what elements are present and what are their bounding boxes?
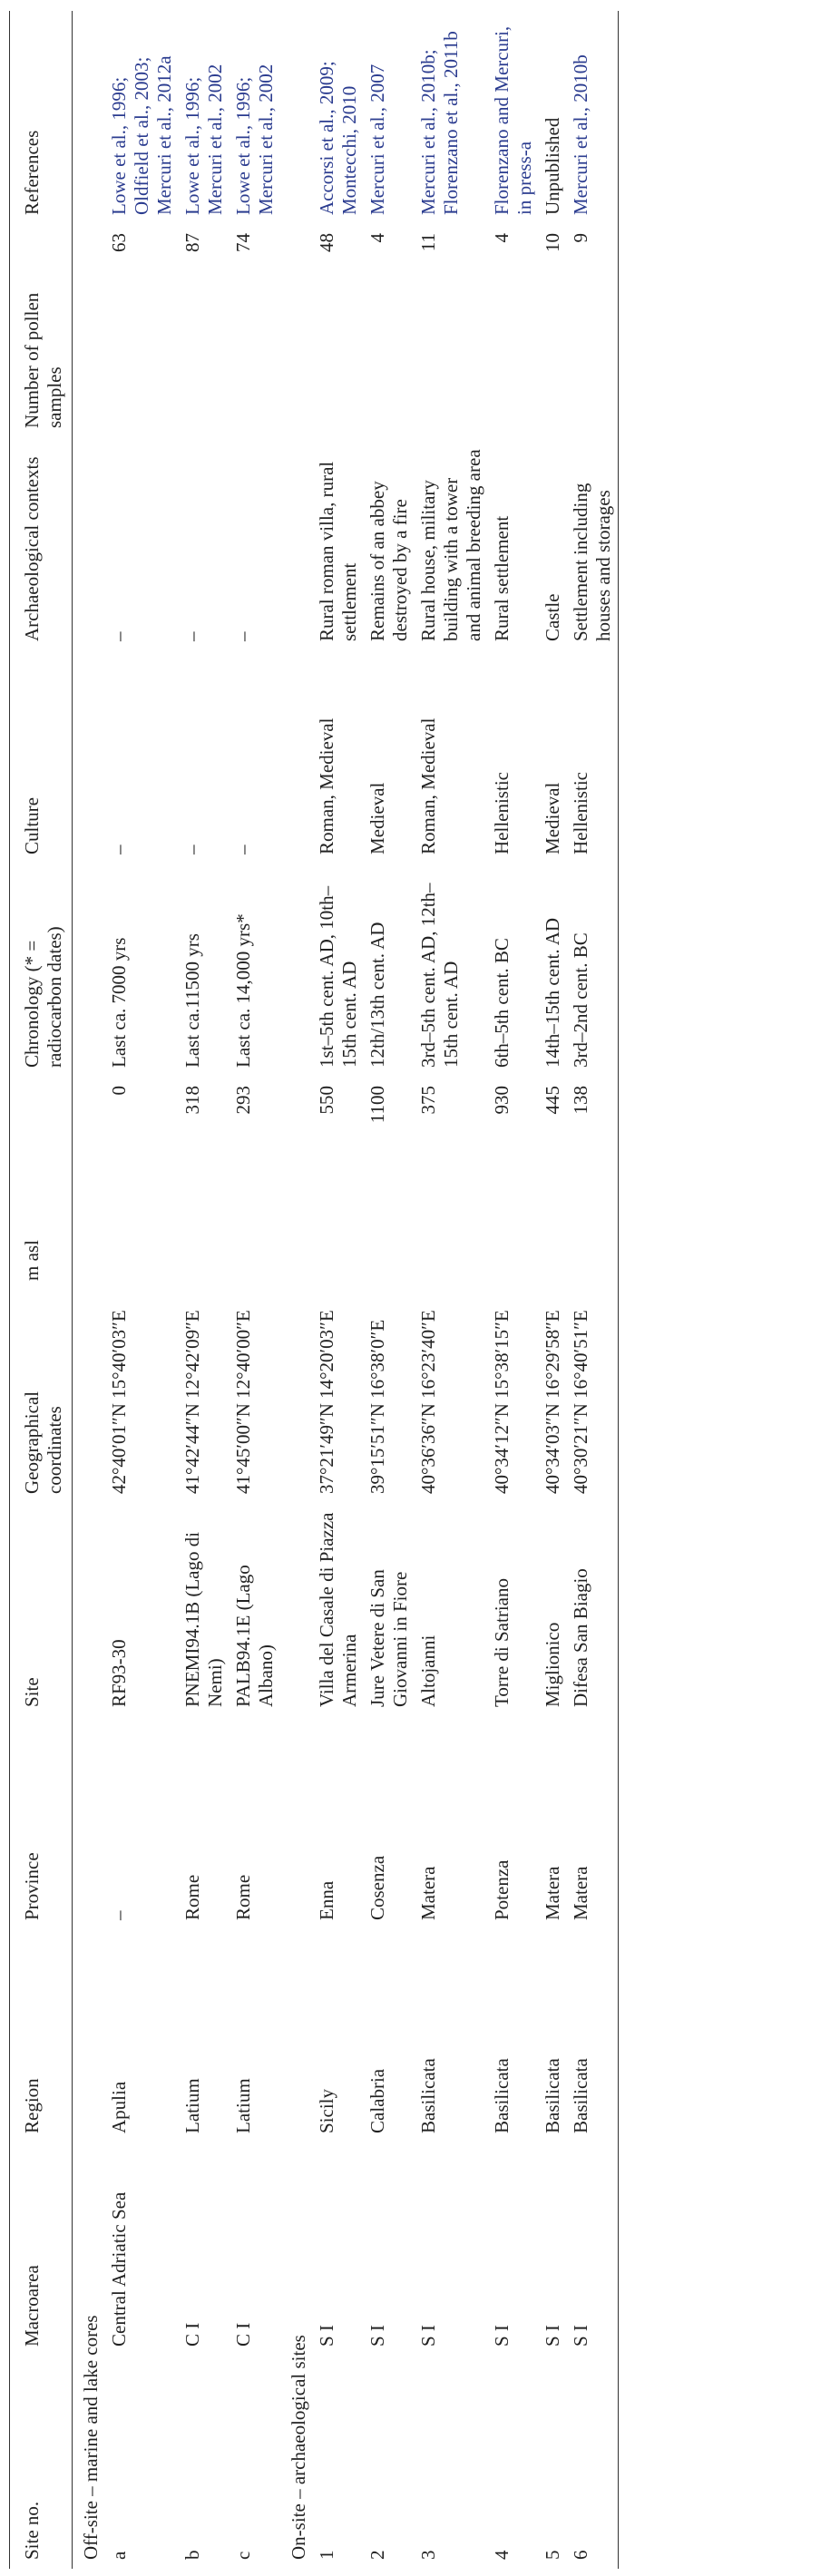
column-header: Macroarea <box>17 2142 73 2356</box>
table-cell: – <box>181 844 203 854</box>
header-row <box>17 11 73 2569</box>
table-cell: Settlement including houses and storages <box>567 437 619 650</box>
reference-cell[interactable]: Lowe et al., 1996; Mercuri et al., 2002 <box>232 63 277 215</box>
table-cell: Potenza <box>491 1859 513 1920</box>
table-cell: 4 <box>491 2550 513 2560</box>
table-cell: Last ca. 14,000 yrs* <box>232 913 254 1068</box>
table-cell: Roman, Medieval <box>316 717 337 854</box>
table-cell: 6th–5th cent. BC <box>491 938 513 1068</box>
table-cell: Apulia <box>108 2081 130 2133</box>
column-header: References <box>17 11 73 224</box>
table-cell: Basilicata <box>542 2058 563 2133</box>
table-cell: – <box>108 631 130 641</box>
table-cell: 63 <box>108 233 130 252</box>
column-header: Archaeological contexts <box>17 437 73 650</box>
table-cell: 40°34′03″N 16°29′58″E <box>542 1310 563 1494</box>
table-cell: 293 <box>232 1086 254 1115</box>
table-cell: Enna <box>316 1880 337 1920</box>
table-cell: 74 <box>232 233 254 252</box>
column-header: Geographical coordinates <box>17 1290 73 1503</box>
pollen-sites-table <box>9 11 619 2569</box>
table-cell: Remains of an abbey destroyed by a fire <box>366 481 411 641</box>
table-cell: S I <box>567 2142 619 2356</box>
table-cell: 930 <box>491 1086 513 1115</box>
column-header: m asl <box>17 1077 73 1290</box>
table-cell: Basilicata <box>491 2058 513 2133</box>
table-cell: Difesa San Biagio <box>567 1503 619 1716</box>
table-cell: 14th–15th cent. AD <box>542 917 563 1068</box>
table-cell: 138 <box>567 1077 619 1290</box>
table-cell: 10 <box>542 233 563 252</box>
table-row <box>179 11 230 2569</box>
table-cell: 3 <box>417 2550 439 2560</box>
table-cell: Basilicata <box>567 1929 619 2142</box>
table-cell: Jure Vetere di San Giovanni in Fiore <box>366 1569 411 1707</box>
table-cell: S I <box>417 2325 439 2347</box>
table-row <box>230 11 280 2569</box>
table-cell: b <box>181 2550 203 2560</box>
section-title: Off-site – marine and lake cores <box>80 2315 102 2560</box>
table-cell: 37°21′49″N 14°20′03″E <box>316 1310 337 1494</box>
table-cell: – <box>108 844 130 854</box>
table-cell: 318 <box>181 1086 203 1115</box>
table-cell: 48 <box>316 233 337 252</box>
table-cell: 12th/13th cent. AD <box>366 922 388 1068</box>
table-cell: PALB94.1E (Lago Albano) <box>232 1565 277 1707</box>
reference-cell[interactable]: Mercuri et al., 2007 <box>366 63 388 215</box>
reference-cell[interactable]: Lowe et al., 1996; Oldfield et al., 2003; Mercuri et al., 2012a <box>108 55 175 215</box>
reference-cell[interactable]: Mercuri et al., 2010b; Florenzano et al., 2011b <box>417 31 462 215</box>
table-cell: Matera <box>567 1716 619 1929</box>
table-cell: 2 <box>366 2550 388 2560</box>
table-cell: 1100 <box>366 1086 388 1124</box>
table-cell: 40°34′12″N 15°38′15″E <box>491 1310 513 1494</box>
table-cell: 39°15′51″N 16°38′0″E <box>366 1319 388 1494</box>
table-cell: 445 <box>542 1086 563 1115</box>
table-cell: 1 <box>316 2550 337 2560</box>
table-cell: – <box>232 844 254 854</box>
table-cell: 550 <box>316 1086 337 1115</box>
table-cell: 9 <box>567 224 619 437</box>
table-cell: 40°36′36″N 16°23′40″E <box>417 1310 439 1494</box>
table-cell: Medieval <box>366 782 388 854</box>
table-row <box>313 11 364 2569</box>
section-title: On-site – archaeological sites <box>288 2335 309 2560</box>
table-cell: 1st–5th cent. AD, 10th–15th cent. AD <box>316 885 360 1068</box>
table-top-rule <box>10 11 18 2569</box>
table-cell: – <box>232 631 254 641</box>
table-cell: 0 <box>108 1086 130 1096</box>
table-row <box>488 11 539 2569</box>
table-cell: Matera <box>417 1866 439 1920</box>
reference-cell[interactable]: Lowe et al., 1996; Mercuri et al., 2002 <box>181 63 226 215</box>
column-header: Number of pollen samples <box>17 224 73 437</box>
table-cell: Last ca.11500 yrs <box>181 933 203 1068</box>
table-cell: 6 <box>567 2356 619 2569</box>
table-cell: 375 <box>417 1086 439 1115</box>
reference-cell: Unpublished <box>542 117 563 215</box>
table-cell: 41°42′44″N 12°42′09″E <box>181 1310 203 1494</box>
table-cell: S I <box>366 2325 388 2347</box>
table-row <box>415 11 488 2569</box>
table-cell: 4 <box>366 233 388 243</box>
table-cell: c <box>232 2551 254 2560</box>
table-row <box>364 11 415 2569</box>
table-cell: 11 <box>417 233 439 252</box>
table-cell: Cosenza <box>366 1855 388 1920</box>
column-header: Chronology (* = radiocarbon dates) <box>17 864 73 1077</box>
table-cell: Castle <box>542 593 563 641</box>
table-cell: 3rd–2nd cent. BC <box>567 864 619 1077</box>
section-row <box>280 11 313 2569</box>
table-cell: 41°45′00″N 12°40′00″E <box>232 1310 254 1494</box>
table-cell: Rural settlement <box>491 515 513 641</box>
table-row <box>539 11 567 2569</box>
table-cell: Rome <box>232 1874 254 1920</box>
table-cell: C I <box>232 2322 254 2347</box>
table-cell: Basilicata <box>417 2058 439 2133</box>
column-header: Site no. <box>17 2356 73 2569</box>
table-cell: Medieval <box>542 782 563 854</box>
column-header: Site <box>17 1503 73 1716</box>
table-cell: Hellenistic <box>491 772 513 854</box>
table-cell: Roman, Medieval <box>417 717 439 854</box>
table-cell: 40°30′21″N 16°40′51″E <box>567 1290 619 1503</box>
section-row <box>73 11 106 2569</box>
table-cell: Latium <box>232 2078 254 2133</box>
table-cell: – <box>108 1910 130 1920</box>
table-cell: 4 <box>491 233 513 243</box>
column-header: Region <box>17 1929 73 2142</box>
table-cell: S I <box>316 2325 337 2347</box>
table-body <box>73 11 619 2569</box>
table-cell: Hellenistic <box>567 650 619 864</box>
table-cell: 3rd–5th cent. AD, 12th–15th cent. AD <box>417 883 462 1068</box>
table-row <box>567 11 619 2569</box>
table-cell: 5 <box>542 2550 563 2560</box>
table-cell: Miglionico <box>542 1622 563 1707</box>
reference-cell[interactable]: Accorsi et al., 2009; Montecchi, 2010 <box>316 61 360 215</box>
table-cell: Rome <box>181 1874 203 1920</box>
table-cell: S I <box>491 2325 513 2347</box>
table-cell: Matera <box>542 1866 563 1920</box>
reference-cell[interactable]: Florenzano and Mercuri, in press-a <box>491 25 535 215</box>
table-cell: Torre di Satriano <box>491 1578 513 1707</box>
table-cell: 87 <box>181 233 203 252</box>
table-cell: Latium <box>181 2078 203 2133</box>
table-cell: Rural house, military building with a tower and animal breeding area <box>417 449 484 641</box>
table-cell: Altojanni <box>417 1634 439 1707</box>
table-cell: Villa del Casale di Piazza Armerina <box>316 1512 360 1707</box>
reference-cell[interactable]: Mercuri et al., 2010b <box>567 11 619 224</box>
table-cell: 42°40′01″N 15°40′03″E <box>108 1310 130 1494</box>
table-cell: Last ca. 7000 yrs <box>108 937 130 1068</box>
table-cell: S I <box>542 2325 563 2347</box>
table-cell: Sicily <box>316 2088 337 2133</box>
table-cell: – <box>181 631 203 641</box>
column-header: Culture <box>17 650 73 864</box>
table-cell: C I <box>181 2322 203 2347</box>
table-cell: RF93-30 <box>108 1639 130 1707</box>
table-cell: Central Adriatic Sea <box>108 2191 130 2347</box>
table-row <box>105 11 179 2569</box>
table-cell: Calabria <box>366 2068 388 2133</box>
column-header: Province <box>17 1716 73 1929</box>
table-cell: PNEMI94.1B (Lago di Nemi) <box>181 1531 226 1707</box>
table-cell: Rural roman villa, rural settlement <box>316 461 360 641</box>
table-cell: a <box>108 2551 130 2560</box>
